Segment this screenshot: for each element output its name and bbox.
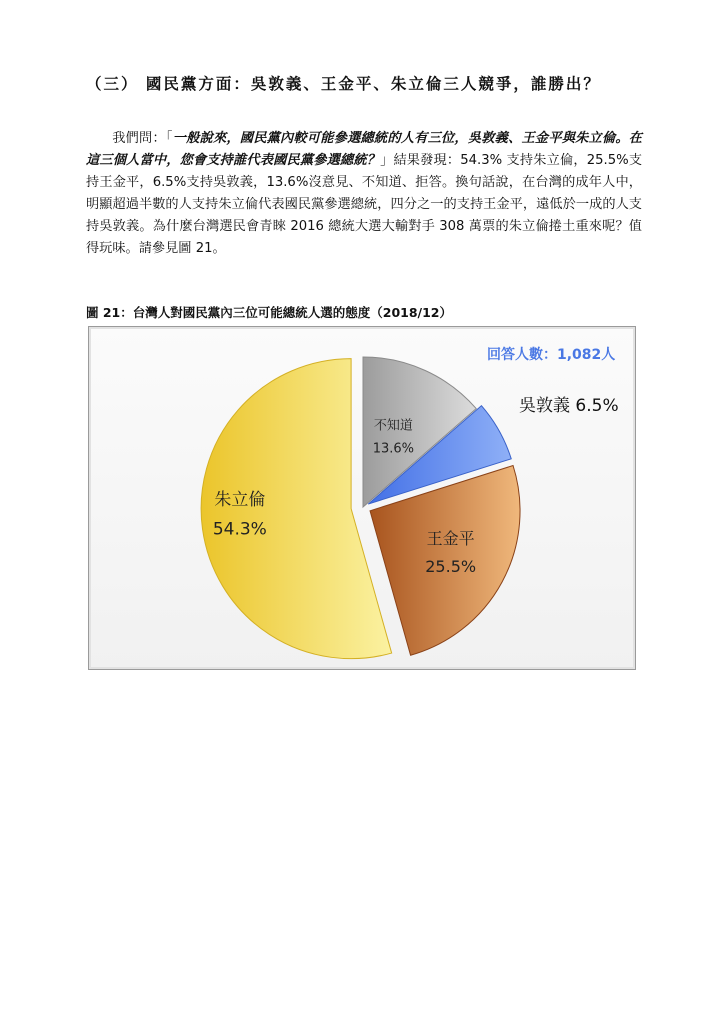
para-body: 」結果發現：54.3% 支持朱立倫，25.5%支持王金平，6.5%支持吳敦義，13.6%沒意見、不知道、拒答。換句話說，在台灣的成年人中，明顯超過半數的人支持朱立倫代表國民黨參選總統，四分之一的支持王金平，遠低於一成的人支持吳敦義。為什麼台灣選民會青睞 2016 總統大選大輸對手 308 萬票的朱立倫捲土重來呢？值得玩味。請參見圖 21。 xyxy=(86,153,643,256)
slice-label-1: 不知道 xyxy=(373,418,413,434)
slice-label-2: 吳敦義 6.5% xyxy=(519,396,619,416)
figure-caption: 圖 21：台灣人對國民黨內三位可能總統人選的態度（2018/12） xyxy=(86,305,452,320)
respondent-count-note: 回答人數：1,082人 xyxy=(487,347,616,363)
para-lead: 我們問：「 xyxy=(112,131,173,146)
slice-label-3: 王金平 xyxy=(426,528,475,548)
pie-chart-frame xyxy=(88,326,636,670)
body-paragraph xyxy=(86,128,642,260)
section-heading: （三） 國民黨方面：吳敦義、王金平、朱立倫三人競爭，誰勝出？ xyxy=(86,74,601,93)
slice-value-1: 13.6% xyxy=(372,441,415,457)
pie-chart xyxy=(89,327,637,671)
slice-value-3: 25.5% xyxy=(425,556,477,576)
survey-question: 一般說來，國民黨內較可能參選總統的人有三位，吳敦義、王金平與朱立倫。在這三個人當中，您會支持誰代表國民黨參選總統？ xyxy=(86,131,642,168)
slice-value-4: 54.3% xyxy=(212,519,267,540)
slice-label-4: 朱立倫 xyxy=(214,489,266,510)
